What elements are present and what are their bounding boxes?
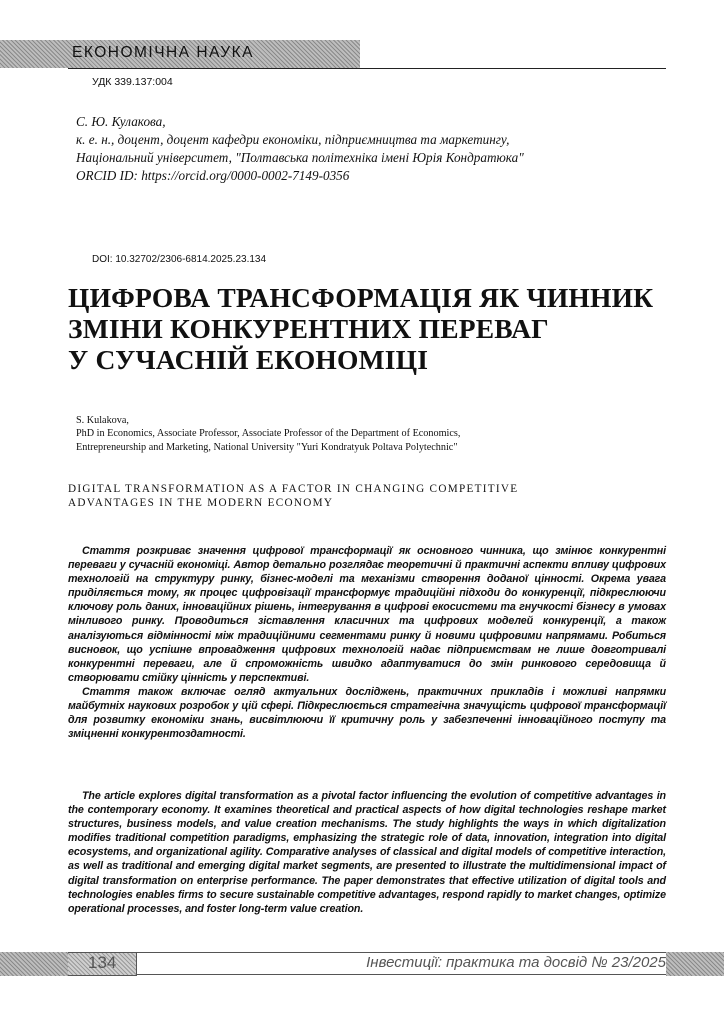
author-position-en: PhD in Economics, Associate Professor, Associate Professor of the Department of Economics, xyxy=(76,428,461,440)
abstract-uk-paragraph: Стаття розкриває значення цифрової трансформації як основного чинника, що змінює конкурентні переваги у сучасній економіці. Автор детально розглядає теоретичні й практичні аспекти впливу цифрових технологій на структуру ринку, бізнес-моделі та механізми створення доданої цінності. Окрема увага приділяється тому, як процес цифровізації трансформує традиційні підходи до конкуренції, підкреслюючи ключову роль даних, інноваційних рішень, інтегрування в цифрові екосистеми та гнучкості бізнесу в умовах мінливого ринку. Проводиться зіставлення класичних та цифрових моделей конкуренції, а також аналізуються відмінності між традиційними сегментами ринку й новими цифровими напрямами. Робиться висновок, що успішне впровадження цифрових технологій надає підприємствам не лише довготривалі конкурентні переваги, але й спроможність швидко адаптуватися до змін ринкового середовища й створювати стійку цінність у перспективі. xyxy=(68,545,666,684)
article-title-uk xyxy=(68,282,688,375)
abstract-en-paragraph: The article explores digital transformation as a pivotal factor influencing the evolution of competitive advantages in the contemporary economy. It examines theoretical and practical aspects of how digital technologies reshape market structures, business models, and value creation mechanisms. The study highlights the ways in which digitalization modifies traditional competition paradigms, emphasizing the strategic role of data, innovation, integration into digital ecosystems, and organizational agility. Comparative analyses of classical and digital models of competitive interaction, as well as traditional and emerging digital market segments, are presented to illustrate the multidimensional impact of digital transformation on enterprise performance. The paper demonstrates that effective utilization of digital tools and technologies enables firms to secure sustainable competitive advantages, respond rapidly to market changes, optimize operational processes, and foster long-term value creation. xyxy=(68,790,666,915)
author-affiliation-en: Entrepreneurship and Marketing, National University "Yuri Kondratyuk Poltava Polytechnic" xyxy=(76,441,458,453)
author-name-uk: С. Ю. Кулакова, xyxy=(76,114,166,129)
footer-band-left xyxy=(0,952,68,976)
abstract-uk xyxy=(68,544,666,741)
footer-top-rule xyxy=(68,952,666,953)
abstract-en xyxy=(68,789,666,916)
page-number: 134 xyxy=(88,953,117,972)
title-line: ЦИФРОВА ТРАНСФОРМАЦІЯ ЯК ЧИННИК xyxy=(68,282,654,313)
author-block-en xyxy=(76,414,696,454)
title-line: У СУЧАСНІЙ ЕКОНОМІЦІ xyxy=(68,344,429,375)
author-orcid: ORCID ID: https://orcid.org/0000-0002-7149-0356 xyxy=(76,168,350,183)
author-name-en: S. Kulakova, xyxy=(76,415,129,426)
title-line: ЗМІНИ КОНКУРЕНТНИХ ПЕРЕВАГ xyxy=(68,313,549,344)
footer-band-right xyxy=(666,952,724,976)
journal-name: Інвестиції: практика та досвід № 23/2025 xyxy=(366,954,666,971)
abstract-uk-paragraph: Стаття також включає огляд актуальних досліджень, практичних прикладів і можливі напрямки майбутніх наукових розробок у цій сфері. Підкреслюється стратегічна значущість цифрової трансформації для розвитку економіки знань, висвітлюючи її критичну роль у забезпеченні інноваційного поступу та зміцненні конкурентоздатності. xyxy=(68,685,666,741)
author-block-uk xyxy=(76,113,676,185)
author-position-uk: к. е. н., доцент, доцент кафедри економіки, підприємництва та маркетингу, xyxy=(76,132,510,147)
author-affiliation-uk: Національний університет, "Полтавська політехніка імені Юрія Кондратюка" xyxy=(76,150,524,165)
footer-rule xyxy=(136,974,666,975)
header-rule xyxy=(68,68,666,69)
section-heading: ЕКОНОМІЧНА НАУКА xyxy=(72,44,254,61)
article-title-en xyxy=(68,482,688,510)
title-en-line: ADVANTAGES IN THE MODERN ECONOMY xyxy=(68,497,334,509)
doi-line: DOI: 10.32702/2306-6814.2025.23.134 xyxy=(92,254,267,265)
udc-code: УДК 339.137:004 xyxy=(92,76,173,88)
title-en-line: DIGITAL TRANSFORMATION AS A FACTOR IN CHANGING COMPETITIVE xyxy=(68,483,519,495)
